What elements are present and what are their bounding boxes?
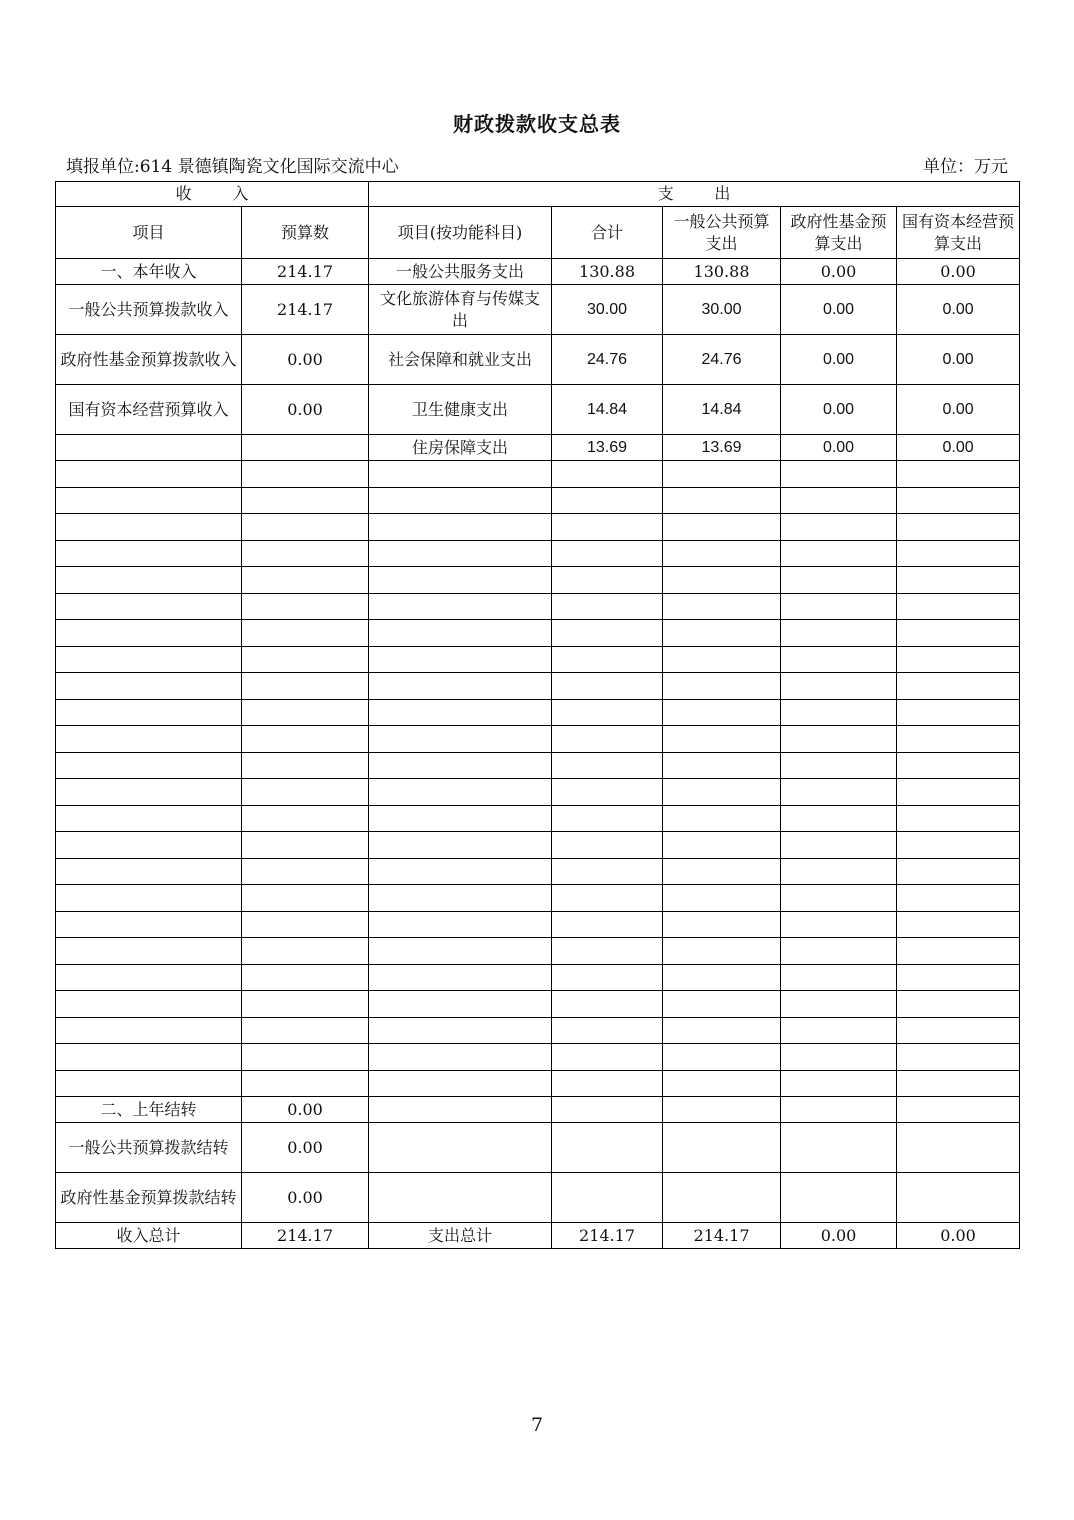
empty-cell [781,540,897,567]
table-row [56,1123,1020,1173]
expense-state: 0.00 [897,285,1020,335]
empty-cell [897,1070,1020,1097]
empty-cell [897,487,1020,514]
empty-cell [369,461,552,488]
empty-cell [897,938,1020,965]
empty-cell [56,726,242,753]
empty-cell [552,461,663,488]
empty-cell [897,1123,1020,1173]
expense-section-header: 支 出 [369,182,1020,207]
expense-general: 13.69 [663,435,781,461]
empty-cell [369,646,552,673]
empty-cell [897,646,1020,673]
empty-cell [781,858,897,885]
empty-cell [663,1173,781,1223]
empty-cell [56,1070,242,1097]
empty-cell [552,1173,663,1223]
empty-cell [369,726,552,753]
carryover-amount: 0.00 [242,1123,369,1173]
empty-cell [369,964,552,991]
expense-total-fund: 0.00 [781,1223,897,1249]
expense-total: 130.88 [552,259,663,285]
empty-cell [242,858,369,885]
empty-cell [663,832,781,859]
empty-cell [369,620,552,647]
empty-cell [56,1017,242,1044]
expense-fund: 0.00 [781,259,897,285]
empty-cell [552,911,663,938]
empty-cell [369,1070,552,1097]
empty-cell [369,779,552,806]
empty-cell [56,699,242,726]
empty-row [56,1044,1020,1071]
table-row [56,259,1020,285]
empty-cell [781,487,897,514]
empty-cell [781,805,897,832]
empty-cell [56,435,242,461]
empty-cell [56,514,242,541]
empty-cell [897,911,1020,938]
empty-cell [663,911,781,938]
empty-cell [552,726,663,753]
empty-cell [242,938,369,965]
expense-general: 130.88 [663,259,781,285]
carryover-item: 政府性基金预算拨款结转 [56,1173,242,1223]
empty-cell [552,805,663,832]
table-row [56,385,1020,435]
expense-general: 14.84 [663,385,781,435]
empty-cell [552,885,663,912]
empty-cell [897,514,1020,541]
expense-item: 社会保障和就业支出 [369,335,552,385]
empty-cell [56,593,242,620]
column-header: 合计 [552,207,663,259]
empty-row [56,885,1020,912]
table-row [56,285,1020,335]
empty-cell [897,1017,1020,1044]
empty-cell [242,673,369,700]
empty-cell [781,593,897,620]
empty-cell [897,567,1020,594]
empty-cell [242,567,369,594]
empty-cell [56,646,242,673]
empty-cell [781,699,897,726]
column-header: 预算数 [242,207,369,259]
reporting-unit: 填报单位:614 景德镇陶瓷文化国际交流中心 [66,157,399,177]
expense-total: 24.76 [552,335,663,385]
empty-row [56,1017,1020,1044]
empty-row [56,779,1020,806]
empty-cell [56,567,242,594]
empty-cell [552,487,663,514]
column-header: 政府性基金预算支出 [781,207,897,259]
empty-cell [369,514,552,541]
expense-state: 0.00 [897,259,1020,285]
empty-row [56,514,1020,541]
income-item: 一、本年收入 [56,259,242,285]
empty-cell [663,1070,781,1097]
empty-cell [781,646,897,673]
table-row [56,1173,1020,1223]
expense-total-general: 214.17 [663,1223,781,1249]
empty-cell [663,964,781,991]
empty-cell [552,1123,663,1173]
empty-cell [781,673,897,700]
empty-cell [56,885,242,912]
empty-cell [552,1017,663,1044]
empty-cell [242,487,369,514]
empty-cell [552,699,663,726]
empty-cell [242,832,369,859]
empty-cell [56,779,242,806]
empty-cell [663,540,781,567]
expense-state: 0.00 [897,435,1020,461]
empty-cell [663,885,781,912]
empty-cell [242,435,369,461]
empty-cell [897,752,1020,779]
column-header: 项目(按功能科目) [369,207,552,259]
expense-total-label: 支出总计 [369,1223,552,1249]
table-row [56,335,1020,385]
empty-cell [56,752,242,779]
page-number: 7 [530,1414,544,1436]
empty-cell [663,1097,781,1123]
empty-row [56,726,1020,753]
empty-row [56,938,1020,965]
empty-cell [56,461,242,488]
empty-cell [552,514,663,541]
empty-cell [242,726,369,753]
empty-cell [552,938,663,965]
expense-general: 24.76 [663,335,781,385]
empty-cell [897,885,1020,912]
empty-cell [242,779,369,806]
empty-cell [56,620,242,647]
empty-cell [781,779,897,806]
empty-cell [369,1123,552,1173]
expense-fund: 0.00 [781,335,897,385]
empty-row [56,858,1020,885]
empty-cell [781,752,897,779]
column-header-row [56,207,1020,259]
empty-cell [897,540,1020,567]
empty-cell [663,461,781,488]
empty-cell [781,620,897,647]
empty-cell [369,752,552,779]
empty-cell [552,832,663,859]
empty-cell [56,487,242,514]
expense-general: 30.00 [663,285,781,335]
empty-cell [56,964,242,991]
empty-cell [897,964,1020,991]
empty-cell [369,673,552,700]
empty-row [56,805,1020,832]
empty-cell [242,964,369,991]
empty-cell [242,1044,369,1071]
empty-cell [242,461,369,488]
empty-cell [369,593,552,620]
empty-cell [242,1070,369,1097]
expense-state: 0.00 [897,335,1020,385]
carryover-item: 一般公共预算拨款结转 [56,1123,242,1173]
empty-cell [369,1097,552,1123]
empty-cell [369,1173,552,1223]
empty-cell [663,487,781,514]
empty-cell [781,1070,897,1097]
totals-row [56,1223,1020,1249]
empty-row [56,752,1020,779]
expense-total: 14.84 [552,385,663,435]
empty-row [56,673,1020,700]
expense-fund: 0.00 [781,285,897,335]
empty-cell [663,752,781,779]
empty-cell [369,540,552,567]
empty-cell [552,673,663,700]
empty-cell [897,461,1020,488]
income-item: 政府性基金预算拨款收入 [56,335,242,385]
empty-cell [56,1044,242,1071]
currency-unit: 单位：万元 [923,157,1008,177]
column-header: 一般公共预算支出 [663,207,781,259]
carryover-amount: 0.00 [242,1097,369,1123]
empty-cell [663,620,781,647]
empty-cell [552,620,663,647]
empty-cell [663,646,781,673]
empty-cell [781,991,897,1018]
empty-cell [663,514,781,541]
table-row [56,1097,1020,1123]
empty-cell [897,673,1020,700]
empty-cell [552,858,663,885]
empty-cell [897,620,1020,647]
empty-cell [552,1097,663,1123]
empty-cell [242,514,369,541]
empty-row [56,832,1020,859]
column-header: 项目 [56,207,242,259]
income-item: 国有资本经营预算收入 [56,385,242,435]
empty-cell [552,964,663,991]
income-total-amount: 214.17 [242,1223,369,1249]
income-total-label: 收入总计 [56,1223,242,1249]
expense-fund: 0.00 [781,385,897,435]
empty-row [56,487,1020,514]
empty-cell [781,1044,897,1071]
empty-cell [897,858,1020,885]
empty-row [56,991,1020,1018]
expense-fund: 0.00 [781,435,897,461]
empty-cell [663,991,781,1018]
empty-row [56,593,1020,620]
empty-cell [781,885,897,912]
page-title: 财政拨款收支总表 [453,112,621,136]
income-section-header: 收 入 [56,182,369,207]
empty-cell [242,752,369,779]
empty-cell [781,461,897,488]
empty-row [56,461,1020,488]
empty-cell [663,726,781,753]
empty-row [56,620,1020,647]
empty-cell [552,567,663,594]
empty-cell [242,646,369,673]
empty-cell [897,832,1020,859]
carryover-item: 二、上年结转 [56,1097,242,1123]
expense-total: 30.00 [552,285,663,335]
empty-cell [781,938,897,965]
empty-cell [781,1097,897,1123]
carryover-amount: 0.00 [242,1173,369,1223]
empty-cell [663,593,781,620]
empty-row [56,1070,1020,1097]
empty-cell [663,858,781,885]
empty-cell [56,858,242,885]
expense-total-state: 0.00 [897,1223,1020,1249]
empty-cell [663,779,781,806]
empty-cell [781,726,897,753]
empty-row [56,911,1020,938]
empty-cell [781,1173,897,1223]
empty-cell [369,858,552,885]
empty-cell [56,938,242,965]
empty-cell [781,567,897,594]
empty-cell [663,673,781,700]
expense-item: 住房保障支出 [369,435,552,461]
empty-cell [897,805,1020,832]
empty-cell [56,832,242,859]
table-row [56,435,1020,461]
budget-table [55,181,1020,1249]
empty-cell [897,1044,1020,1071]
empty-cell [369,991,552,1018]
empty-row [56,567,1020,594]
empty-cell [369,567,552,594]
empty-row [56,699,1020,726]
income-amount: 0.00 [242,385,369,435]
empty-cell [369,699,552,726]
empty-cell [552,779,663,806]
empty-cell [897,1097,1020,1123]
expense-item: 文化旅游体育与传媒支出 [369,285,552,335]
expense-total: 13.69 [552,435,663,461]
empty-cell [663,567,781,594]
empty-cell [663,1044,781,1071]
section-header-row [56,182,1020,207]
empty-cell [242,593,369,620]
empty-cell [242,699,369,726]
empty-cell [242,620,369,647]
empty-row [56,540,1020,567]
empty-cell [242,540,369,567]
empty-cell [242,991,369,1018]
empty-cell [369,1017,552,1044]
empty-cell [369,832,552,859]
empty-row [56,646,1020,673]
empty-cell [897,779,1020,806]
income-item: 一般公共预算拨款收入 [56,285,242,335]
empty-cell [242,1017,369,1044]
column-header: 国有资本经营预算支出 [897,207,1020,259]
empty-cell [552,752,663,779]
empty-cell [781,1123,897,1173]
empty-cell [663,1017,781,1044]
expense-item: 一般公共服务支出 [369,259,552,285]
empty-cell [56,911,242,938]
empty-cell [369,938,552,965]
empty-cell [552,991,663,1018]
empty-cell [897,593,1020,620]
empty-cell [897,991,1020,1018]
empty-cell [56,540,242,567]
empty-cell [552,1044,663,1071]
empty-cell [552,593,663,620]
empty-cell [781,832,897,859]
empty-cell [369,805,552,832]
empty-cell [552,540,663,567]
empty-row [56,964,1020,991]
empty-cell [242,805,369,832]
empty-cell [897,726,1020,753]
expense-item: 卫生健康支出 [369,385,552,435]
report-info-line [66,152,1008,176]
empty-cell [56,805,242,832]
income-amount: 214.17 [242,259,369,285]
income-amount: 0.00 [242,335,369,385]
empty-cell [369,1044,552,1071]
empty-cell [781,514,897,541]
empty-cell [663,938,781,965]
empty-cell [369,911,552,938]
income-amount: 214.17 [242,285,369,335]
empty-cell [663,805,781,832]
empty-cell [663,699,781,726]
empty-cell [781,911,897,938]
empty-cell [781,1017,897,1044]
expense-total-sum: 214.17 [552,1223,663,1249]
empty-cell [663,1123,781,1173]
empty-cell [242,911,369,938]
empty-cell [897,1173,1020,1223]
empty-cell [897,699,1020,726]
empty-cell [552,646,663,673]
empty-cell [369,885,552,912]
empty-cell [552,1070,663,1097]
empty-cell [369,487,552,514]
expense-state: 0.00 [897,385,1020,435]
empty-cell [242,885,369,912]
empty-cell [781,964,897,991]
empty-cell [56,673,242,700]
empty-cell [56,991,242,1018]
